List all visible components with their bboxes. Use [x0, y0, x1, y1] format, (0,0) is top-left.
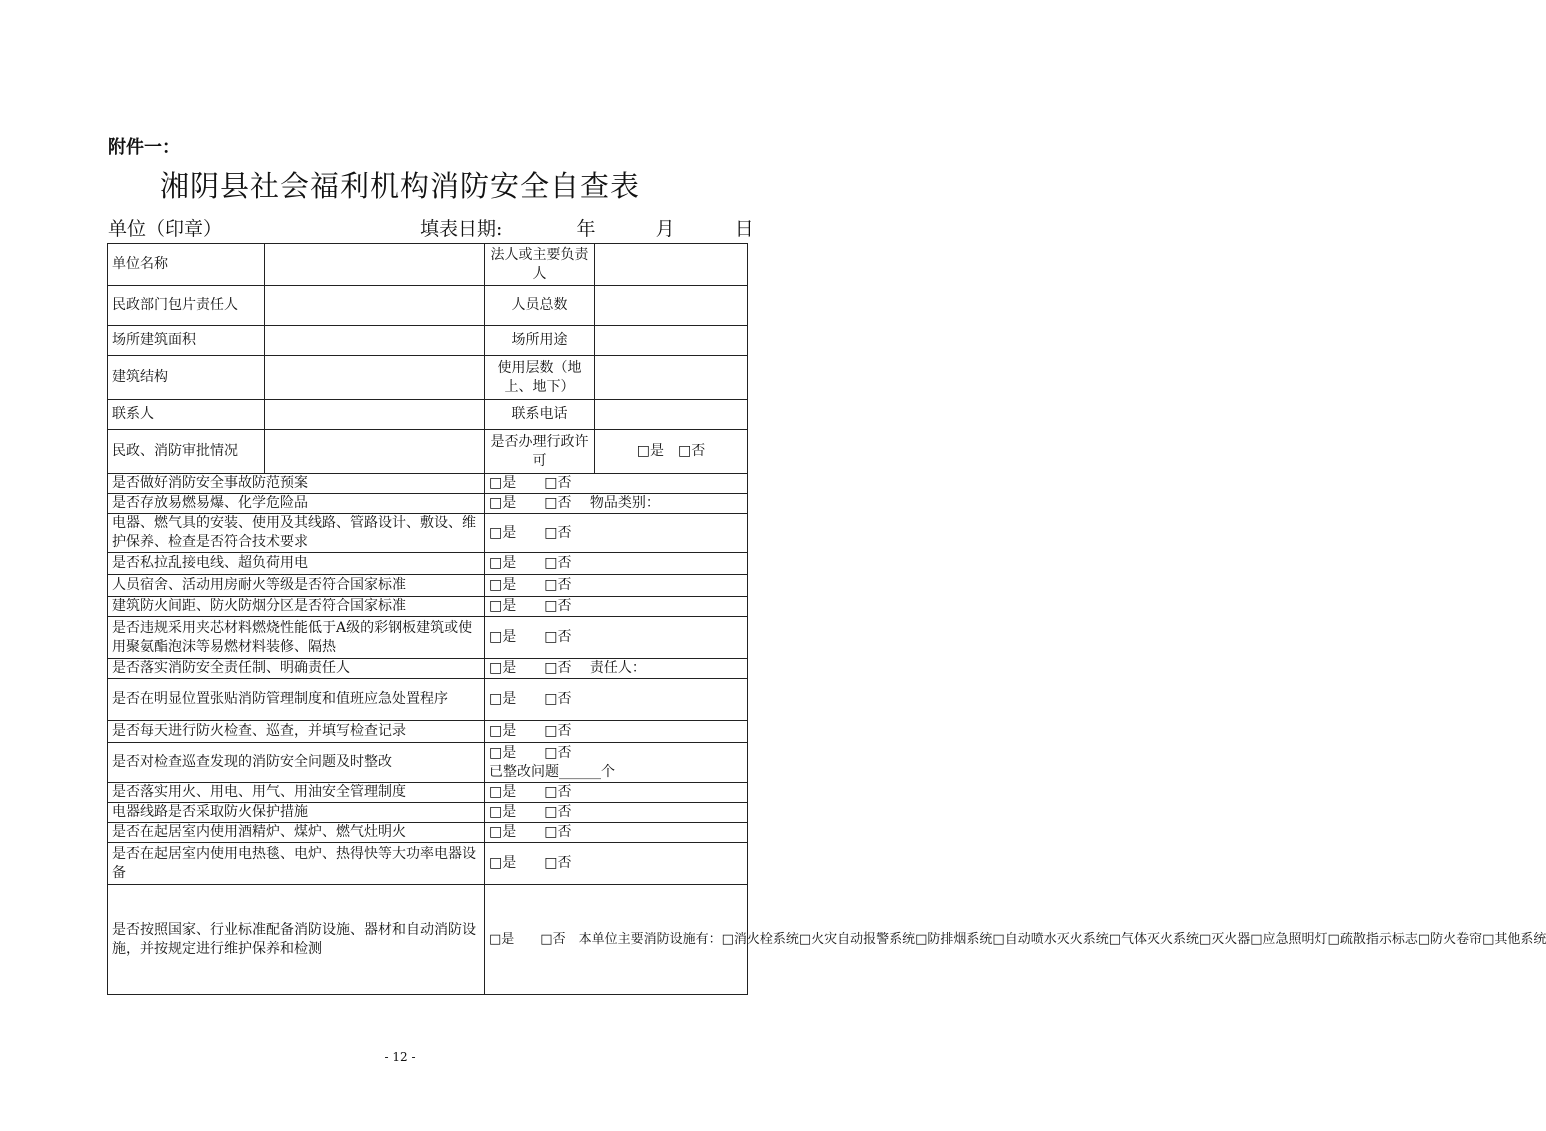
check-row — [108, 743, 748, 783]
check-question: 是否落实用火、用电、用气、用油安全管理制度 — [108, 783, 485, 803]
check-row — [108, 617, 748, 659]
yes-no-checkbox[interactable]: □是 □否 责任人： — [489, 660, 646, 676]
info-label: 是否办理行政许可 — [485, 430, 595, 474]
check-question: 人员宿舍、活动用房耐火等级是否符合国家标准 — [108, 575, 485, 597]
check-answer[interactable] — [485, 803, 748, 823]
check-row — [108, 803, 748, 823]
info-value-field[interactable] — [265, 244, 485, 286]
yes-no-checkbox[interactable]: □是 □否 — [489, 598, 572, 614]
check-question: 是否按照国家、行业标准配备消防设施、器材和自动消防设施，并按规定进行维护保养和检测 — [108, 885, 485, 995]
check-question: 是否私拉乱接电线、超负荷用电 — [108, 553, 485, 575]
check-answer[interactable] — [485, 597, 748, 617]
yes-no-checkbox[interactable]: □是 □否 — [489, 855, 572, 871]
check-row — [108, 597, 748, 617]
yes-no-checkbox[interactable]: □是 □否 — [489, 723, 572, 739]
info-label: 民政、消防审批情况 — [108, 430, 265, 474]
info-value-field[interactable] — [265, 326, 485, 356]
check-answer[interactable] — [485, 553, 748, 575]
yes-no-checkbox[interactable]: □是 □否 — [489, 475, 572, 491]
info-row — [108, 400, 748, 430]
check-row — [108, 885, 748, 995]
info-row — [108, 244, 748, 286]
self-inspection-table — [107, 243, 1546, 995]
date-year: 年 — [576, 218, 596, 240]
attachment-label: 附件一： — [108, 137, 180, 158]
yes-no-checkbox[interactable]: □是 □否 — [489, 555, 572, 571]
check-row — [108, 575, 748, 597]
check-question: 是否对检查巡查发现的消防安全问题及时整改 — [108, 743, 485, 783]
info-value-field[interactable] — [595, 400, 748, 430]
check-row — [108, 514, 748, 553]
check-question: 是否在起居室内使用电热毯、电炉、热得快等大功率电器设备 — [108, 843, 485, 885]
page-title: 湘阴县社会福利机构消防安全自查表 — [159, 169, 640, 203]
info-value-field[interactable] — [595, 286, 748, 326]
check-answer[interactable] — [485, 659, 748, 679]
yes-no-checkbox[interactable]: □是 □否 — [489, 629, 572, 645]
info-value-field[interactable]: □是 □否 — [595, 430, 748, 474]
check-question: 是否在起居室内使用酒精炉、煤炉、燃气灶明火 — [108, 823, 485, 843]
info-value-field[interactable] — [595, 244, 748, 286]
info-label: 单位名称 — [108, 244, 265, 286]
info-label: 场所建筑面积 — [108, 326, 265, 356]
check-row — [108, 679, 748, 721]
check-answer[interactable] — [485, 721, 748, 743]
info-row — [108, 286, 748, 326]
check-row — [108, 659, 748, 679]
yes-no-checkbox[interactable]: □是 □否 — [489, 744, 572, 761]
info-row — [108, 430, 748, 474]
unit-seal-label: 单位（印章） — [108, 218, 223, 240]
check-row — [108, 553, 748, 575]
page-number: - 12 - — [384, 1050, 416, 1064]
info-value-field[interactable] — [265, 400, 485, 430]
yes-no-checkbox[interactable]: □是 □否 — [489, 691, 572, 707]
yes-no-checkbox[interactable]: □是 □否 — [489, 524, 572, 541]
yes-no-checkbox[interactable]: □是 □否 物品类别： — [489, 495, 660, 511]
info-label: 联系人 — [108, 400, 265, 430]
check-row — [108, 721, 748, 743]
check-answer[interactable] — [485, 843, 748, 885]
check-question: 是否违规采用夹芯材料燃烧性能低于A级的彩钢板建筑或使用聚氨酯泡沫等易燃材料装修、隔热 — [108, 617, 485, 659]
info-label: 人员总数 — [485, 286, 595, 326]
date-label: 填表日期: — [420, 218, 503, 240]
check-answer[interactable] — [485, 514, 748, 553]
info-row — [108, 326, 748, 356]
check-answer[interactable] — [485, 885, 1546, 995]
check-row — [108, 823, 748, 843]
info-label: 场所用途 — [485, 326, 595, 356]
info-value-field[interactable] — [595, 356, 748, 400]
yes-no-checkbox[interactable]: □是 □否 — [489, 784, 572, 800]
yes-no-checkbox[interactable]: □是 □否 本单位主要消防设施有：□消火栓系统□火灾自动报警系统□防排烟系统□自动喷水灭火系统□气体灭火系统□灭火器□应急照明灯□疏散指示标志□防火卷帘□其他系统 — [489, 932, 1546, 947]
check-question: 是否做好消防安全事故防范预案 — [108, 474, 485, 494]
yes-no-checkbox[interactable]: □是 □否 — [489, 824, 572, 840]
check-row — [108, 843, 748, 885]
check-answer[interactable] — [485, 474, 748, 494]
date-day: 日 — [734, 218, 754, 240]
info-label: 民政部门包片责任人 — [108, 286, 265, 326]
info-label: 法人或主要负责人 — [485, 244, 595, 286]
date-month: 月 — [655, 218, 675, 240]
check-answer[interactable] — [485, 575, 748, 597]
info-label: 使用层数（地上、地下） — [485, 356, 595, 400]
info-value-field[interactable] — [265, 430, 485, 474]
info-value-field[interactable] — [265, 286, 485, 326]
yes-no-checkbox[interactable]: □是 □否 — [489, 804, 572, 820]
info-value-field[interactable] — [595, 326, 748, 356]
check-question: 电器、燃气具的安装、使用及其线路、管路设计、敷设、维护保养、检查是否符合技术要求 — [108, 514, 485, 553]
check-question: 是否在明显位置张贴消防管理制度和值班应急处置程序 — [108, 679, 485, 721]
yes-no-checkbox[interactable]: □是 □否 — [489, 577, 572, 593]
check-answer[interactable] — [485, 783, 748, 803]
check-row — [108, 474, 748, 494]
info-label: 建筑结构 — [108, 356, 265, 400]
check-answer[interactable] — [485, 743, 748, 783]
rectified-count[interactable]: 已整改问题______个 — [489, 763, 615, 780]
info-label: 联系电话 — [485, 400, 595, 430]
check-answer[interactable] — [485, 617, 748, 659]
check-answer[interactable] — [485, 823, 748, 843]
check-answer[interactable] — [485, 679, 748, 721]
check-row — [108, 494, 748, 514]
check-question: 是否存放易燃易爆、化学危险品 — [108, 494, 485, 514]
check-question: 是否落实消防安全责任制、明确责任人 — [108, 659, 485, 679]
check-question: 电器线路是否采取防火保护措施 — [108, 803, 485, 823]
check-answer[interactable] — [485, 494, 748, 514]
info-value-field[interactable] — [265, 356, 485, 400]
check-question: 是否每天进行防火检查、巡查，并填写检查记录 — [108, 721, 485, 743]
info-row — [108, 356, 748, 400]
check-question: 建筑防火间距、防火防烟分区是否符合国家标准 — [108, 597, 485, 617]
check-row — [108, 783, 748, 803]
fill-date — [420, 214, 754, 241]
